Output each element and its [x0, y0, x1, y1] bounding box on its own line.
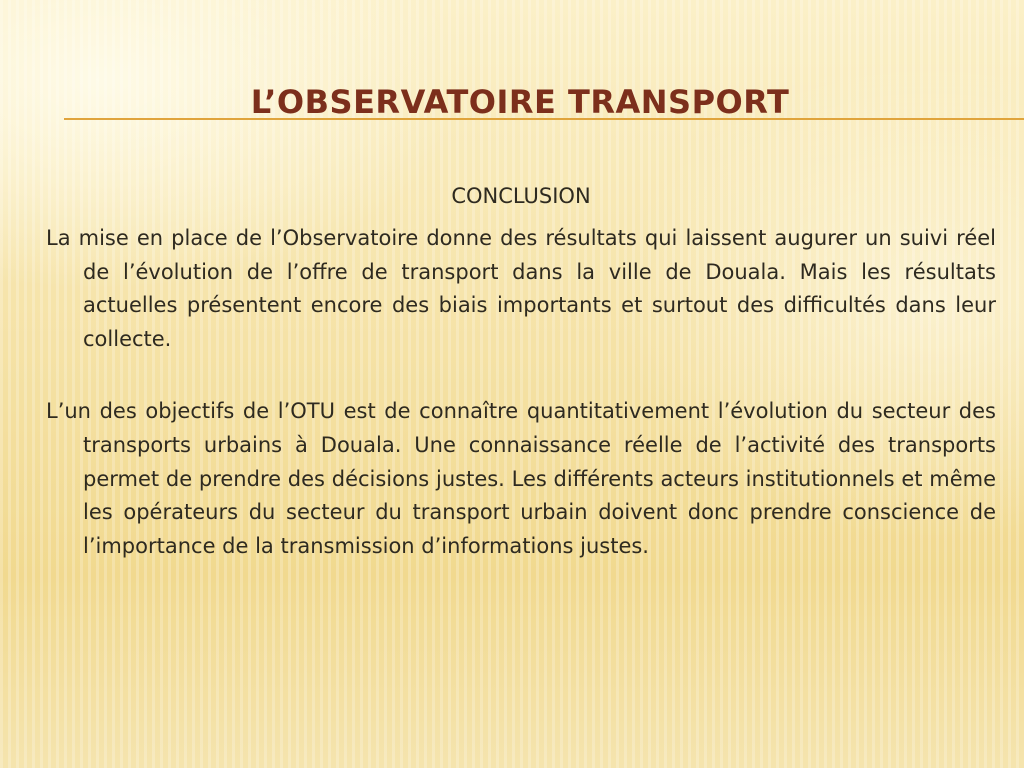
paragraph-spacer — [46, 357, 996, 395]
section-heading: CONCLUSION — [451, 184, 591, 208]
paragraph-1: La mise en place de l’Observatoire donne des résultats qui laissent augurer un suivi réel de l’évolution de l’offre de transport dans la ville de Douala. Mais les résultats actuelles présentent encore des biais importants et surtout des difficultés dans leur collecte. — [46, 225, 996, 352]
paragraph-2: L’un des objectifs de l’OTU est de connaître quantitativement l’évolution du secteur des transports urbains à Douala. Une connaissance réelle de l’activité des transports permet de prendre des décisions justes. Les différents acteurs institutionnels et même les opérateurs du secteur du transport urbain doivent donc prendre conscience de l’importance de la transmission d’informations justes. — [46, 398, 996, 559]
slide-body — [46, 180, 996, 564]
slide-title: L’OBSERVATOIRE TRANSPORT — [250, 83, 790, 121]
